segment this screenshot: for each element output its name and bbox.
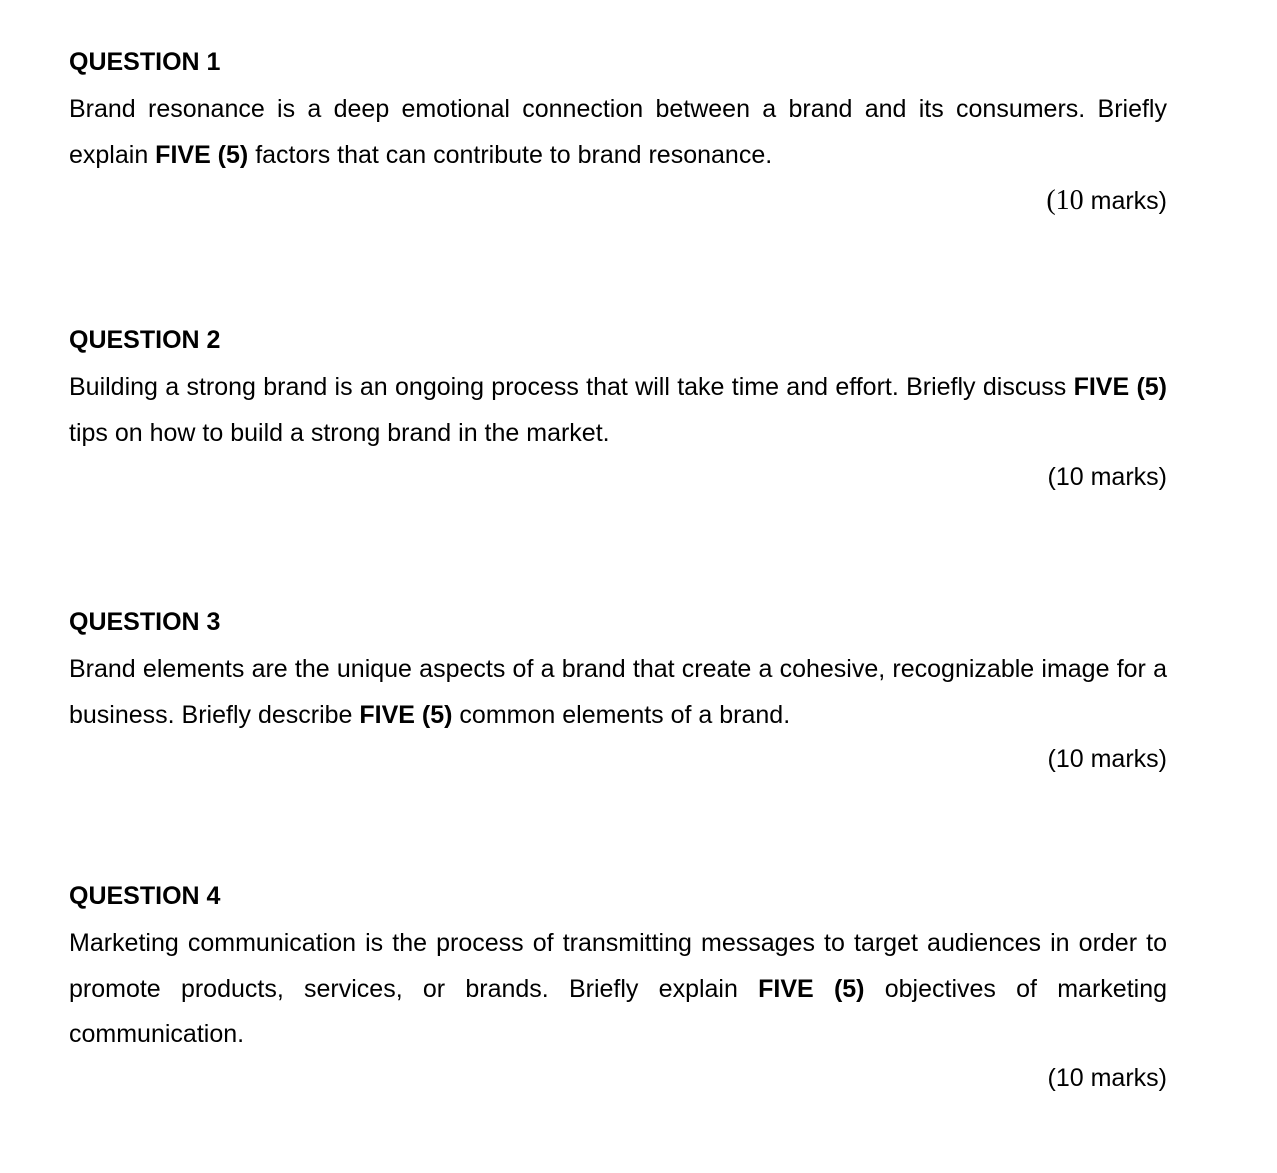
question-emphasis: FIVE (5) [1073,373,1167,401]
question-4 [69,881,1167,1111]
question-text [69,87,1167,178]
question-text-part: Building a strong brand is an ongoing process that will take time and effort. Briefly discuss [69,373,1074,401]
question-text-part: Brand elements are the unique aspects of a brand that create a cohesive, recognizable image for a business. Briefly describe [69,655,1167,729]
question-text-part: Marketing communication is the process of transmitting messages to target audiences in order to promote products, services, or brands. Briefly explain [69,929,1167,1003]
question-emphasis: FIVE (5) [359,700,453,729]
question-title: QUESTION 1 [69,48,221,76]
question-text-part: Brand resonance is a deep emotional connection between a brand and its consumers. Briefly explain [69,95,1167,169]
question-1 [69,47,1167,227]
question-marks: (10 marks) [1047,745,1167,773]
question-text [69,921,1167,1058]
question-2 [69,325,1167,505]
question-marks: (10 marks) [1047,463,1167,491]
question-marks: (10 marks) [1047,1064,1167,1092]
question-title: QUESTION 2 [69,326,221,354]
question-text [69,647,1167,738]
question-emphasis: FIVE (5) [758,974,865,1003]
question-emphasis: FIVE (5) [155,140,249,169]
question-marks: (10 marks) [1046,185,1167,216]
question-title: QUESTION 3 [69,608,221,636]
question-title: QUESTION 4 [69,882,221,910]
question-3 [69,607,1167,787]
question-text [69,365,1167,456]
question-text-part: factors that can contribute to brand resonance. [248,140,773,169]
question-text-part: objectives of marketing communication. [69,974,1167,1048]
question-text-part: tips on how to build a strong brand in the market. [69,418,610,447]
question-text-part: common elements of a brand. [452,700,791,729]
